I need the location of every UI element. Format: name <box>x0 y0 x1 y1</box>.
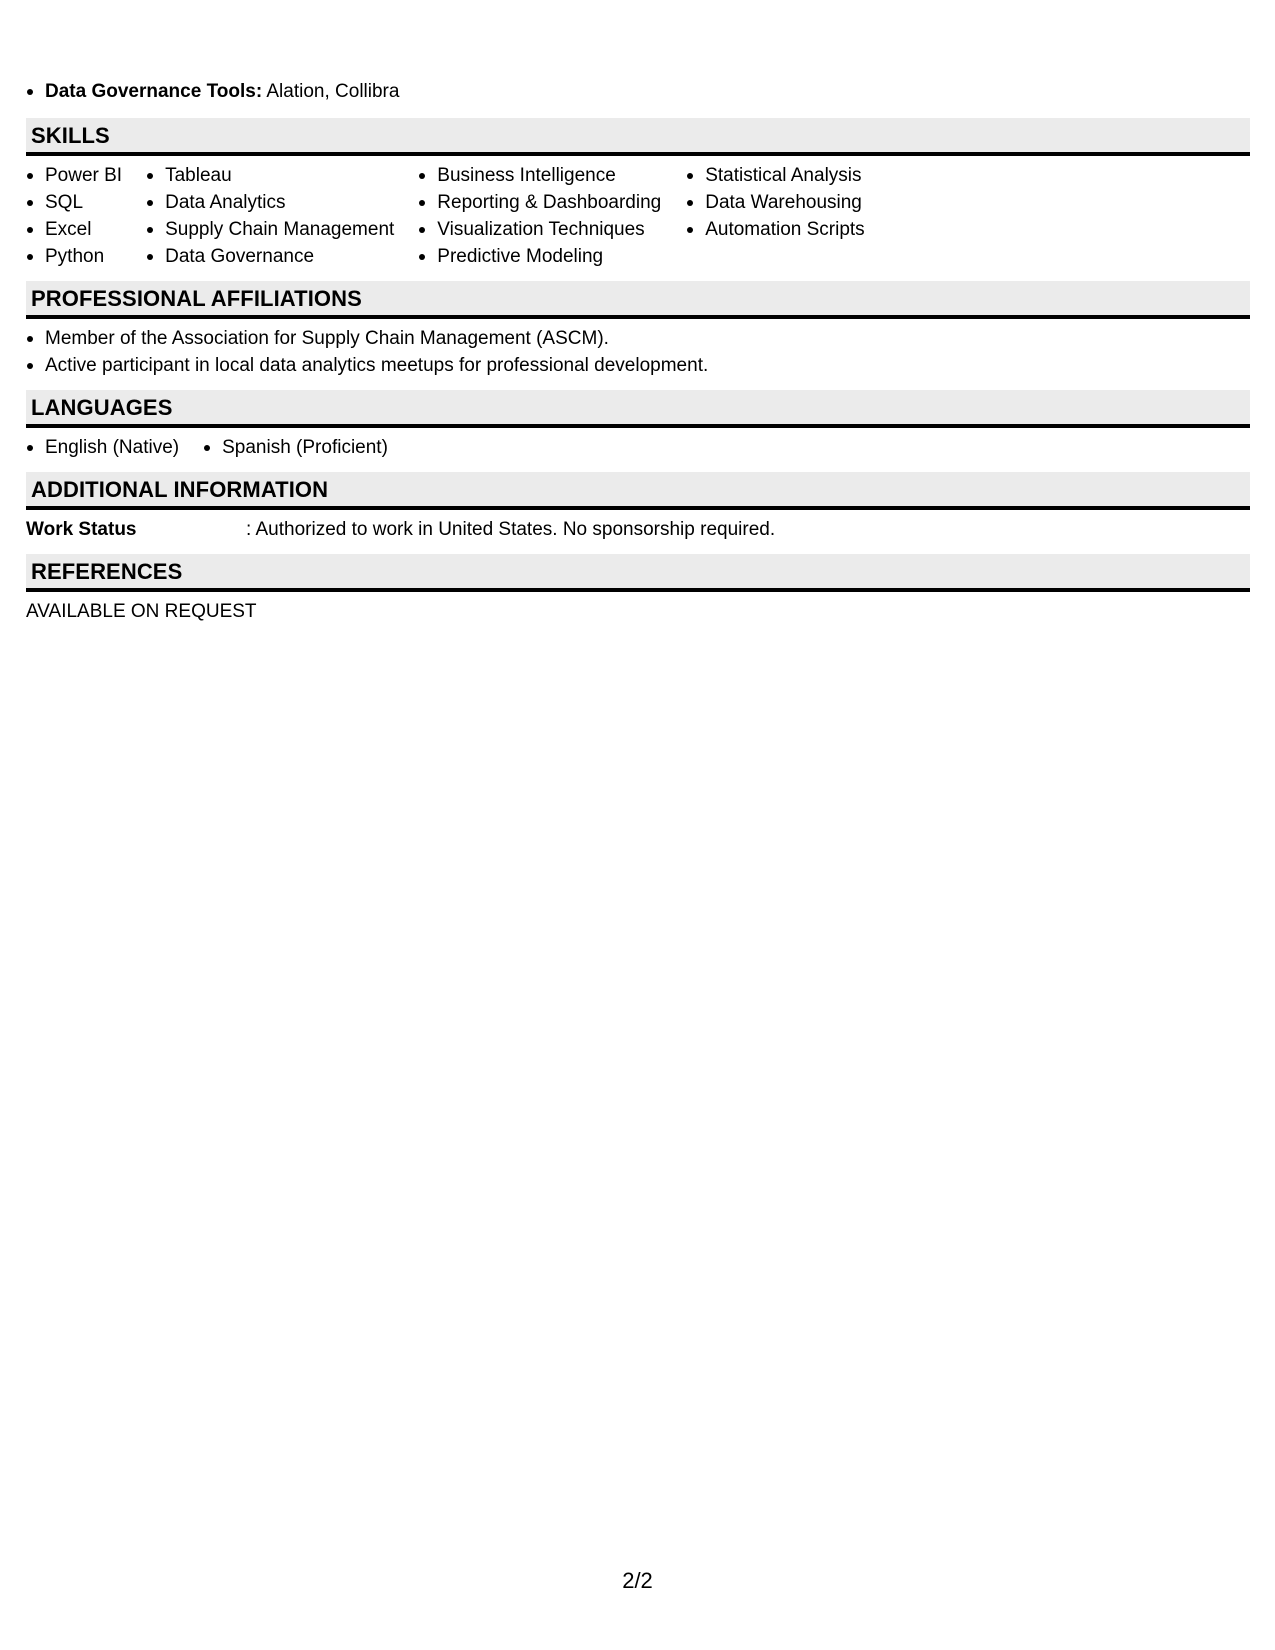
affiliations-heading: PROFESSIONAL AFFILIATIONS <box>26 281 1250 319</box>
skill-item: Data Analytics <box>146 189 394 216</box>
skill-item: Statistical Analysis <box>686 162 864 189</box>
skill-item: Visualization Techniques <box>418 216 661 243</box>
page-number: 2/2 <box>622 1568 653 1593</box>
skill-item: Supply Chain Management <box>146 216 394 243</box>
additional-info-body <box>26 510 1250 554</box>
affiliation-item: Active participant in local data analytics meetups for professional development. <box>26 352 1250 379</box>
languages-heading: LANGUAGES <box>26 390 1250 428</box>
languages-list <box>26 434 1250 461</box>
data-governance-tools-label: Data Governance Tools: <box>45 81 263 102</box>
skills-section <box>26 118 1250 281</box>
work-status-value: : Authorized to work in United States. No sponsorship required. <box>246 519 776 540</box>
work-status-row <box>26 516 1250 543</box>
references-body <box>26 592 1250 636</box>
additional-info-section <box>26 472 1250 554</box>
affiliations-list <box>26 325 1250 379</box>
language-item: Spanish (Proficient) <box>203 434 388 461</box>
skill-item: SQL <box>26 189 122 216</box>
skill-item: Automation Scripts <box>686 216 864 243</box>
affiliations-body <box>26 319 1250 390</box>
skill-item: Business Intelligence <box>418 162 661 189</box>
data-governance-tools-value: Alation, Collibra <box>262 81 400 102</box>
additional-info-heading: ADDITIONAL INFORMATION <box>26 472 1250 510</box>
skill-item: Power BI <box>26 162 122 189</box>
references-section <box>26 554 1250 636</box>
skill-item: Data Warehousing <box>686 189 864 216</box>
skill-item: Tableau <box>146 162 394 189</box>
references-text: AVAILABLE ON REQUEST <box>26 601 257 622</box>
work-status-label: Work Status <box>26 519 137 540</box>
language-item: English (Native) <box>26 434 179 461</box>
skills-column-3 <box>418 162 661 270</box>
data-governance-tools-list <box>26 78 1250 105</box>
skills-grid <box>26 156 1250 281</box>
skill-item: Predictive Modeling <box>418 243 661 270</box>
resume-page <box>26 78 1250 636</box>
references-heading: REFERENCES <box>26 554 1250 592</box>
affiliations-section <box>26 281 1250 390</box>
affiliation-item: Member of the Association for Supply Chain Management (ASCM). <box>26 325 1250 352</box>
list-item <box>26 78 1250 105</box>
skill-item: Python <box>26 243 122 270</box>
skill-item: Reporting & Dashboarding <box>418 189 661 216</box>
languages-section <box>26 390 1250 472</box>
skills-column-2 <box>146 162 394 270</box>
skills-column-1 <box>26 162 122 270</box>
skills-column-4 <box>686 162 864 270</box>
skill-item: Data Governance <box>146 243 394 270</box>
skills-heading: SKILLS <box>26 118 1250 156</box>
languages-body <box>26 428 1250 472</box>
skill-item: Excel <box>26 216 122 243</box>
